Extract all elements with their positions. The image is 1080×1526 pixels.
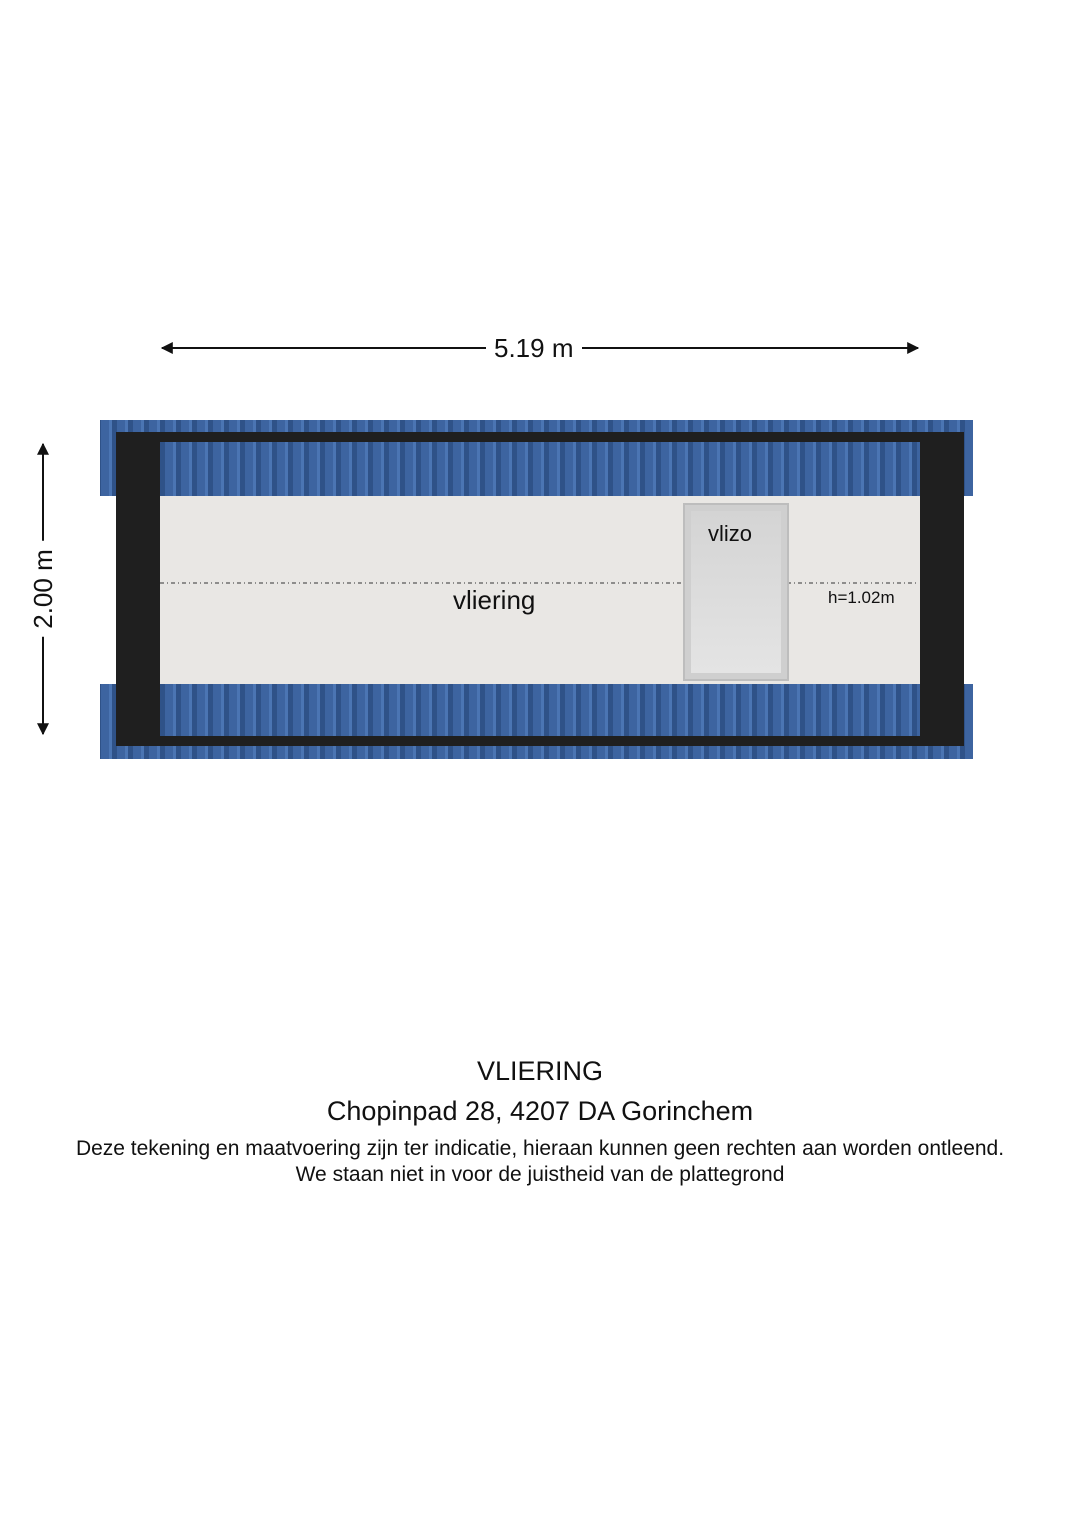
wall-left — [116, 432, 160, 746]
disclaimer-line-2: We staan niet in voor de juistheid van de plattegrond — [295, 1163, 785, 1186]
width-dimension-label: 5.19 m — [486, 333, 582, 363]
hatch-label-vlizo: vlizo — [708, 521, 753, 546]
wall-right — [920, 432, 964, 746]
room-label-vliering: vliering — [453, 585, 536, 615]
address: Chopinpad 28, 4207 DA Gorinchem — [326, 1096, 754, 1126]
floor-area — [160, 496, 920, 684]
disclaimer — [0, 1136, 1080, 1188]
height-marker-label: h=1.02m — [828, 588, 895, 607]
wall-bottom — [116, 736, 964, 746]
height-dimension-label: 2.00 m — [28, 541, 58, 637]
disclaimer-line-1: Deze tekening en maatvoering zijn ter indicatie, hieraan kunnen geen rechten aan worden ontleend. — [75, 1137, 1005, 1160]
roof-bottom — [100, 684, 973, 759]
wall-top — [116, 432, 964, 442]
roof-top — [100, 420, 973, 496]
floor-title: VLIERING — [476, 1056, 604, 1086]
